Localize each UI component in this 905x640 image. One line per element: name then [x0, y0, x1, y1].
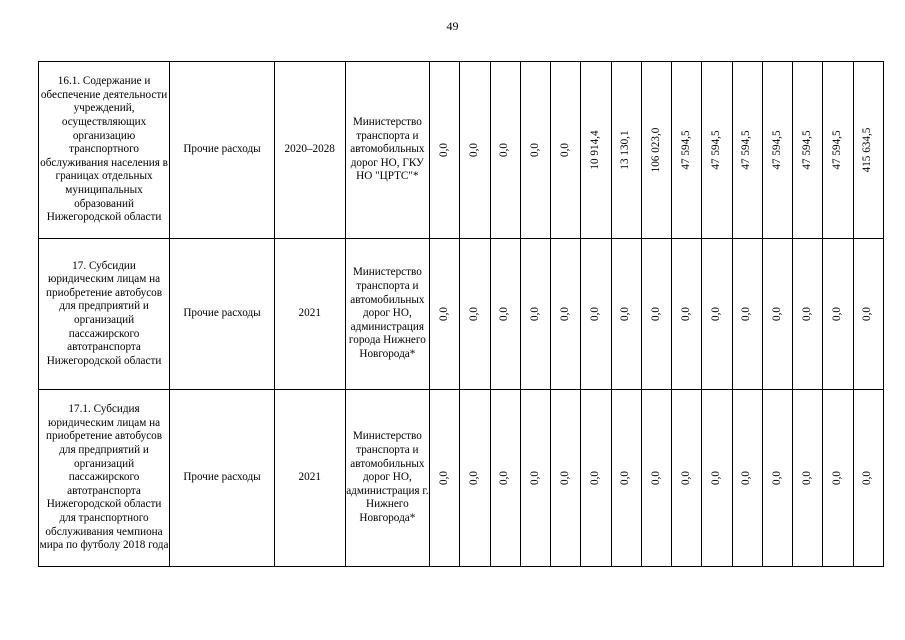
table-row [39, 62, 884, 239]
value-text: 0,0 [619, 307, 632, 321]
value-cell [581, 62, 611, 239]
value-text: 0,0 [831, 307, 844, 321]
value-cell [702, 390, 732, 567]
expense-type: Прочие расходы [170, 239, 275, 390]
value-cell [641, 239, 671, 390]
value-cell [672, 62, 702, 239]
period: 2020–2028 [274, 62, 345, 239]
value-cell [611, 239, 641, 390]
value-cell [672, 390, 702, 567]
value-cell [702, 62, 732, 239]
value-text: 0,0 [438, 307, 451, 321]
table-row [39, 390, 884, 567]
value-text: 0,0 [710, 471, 723, 485]
value-text: 0,0 [740, 307, 753, 321]
value-cell [793, 239, 823, 390]
executor: Министерство транспорта и автомобильных дорог НО, ГКУ НО "ЦРТС"* [345, 62, 430, 239]
value-cell [853, 239, 883, 390]
value-cell [672, 239, 702, 390]
value-text: 10 914,4 [589, 130, 602, 170]
value-text: 0,0 [559, 307, 572, 321]
value-cell [520, 62, 550, 239]
value-cell [551, 62, 581, 239]
value-cell [430, 390, 460, 567]
value-cell [430, 239, 460, 390]
value-cell [520, 390, 550, 567]
table-row [39, 239, 884, 390]
value-text: 0,0 [680, 307, 693, 321]
value-cell [490, 390, 520, 567]
value-cell [430, 62, 460, 239]
value-cell [581, 390, 611, 567]
value-cell [460, 390, 490, 567]
value-cell [490, 239, 520, 390]
value-cell [823, 390, 853, 567]
value-text: 47 594,5 [831, 130, 844, 170]
value-text: 0,0 [468, 143, 481, 157]
period: 2021 [274, 239, 345, 390]
value-text: 0,0 [498, 471, 511, 485]
value-cell [732, 239, 762, 390]
activity-name: 16.1. Содержание и обеспечение деятельности учреждений, осуществляющих организацию транспортного обслуживания населения в границах отдельных муниципальных образований Нижегородской области [39, 62, 170, 239]
value-cell [490, 62, 520, 239]
value-cell [460, 239, 490, 390]
value-cell [641, 390, 671, 567]
expense-type: Прочие расходы [170, 390, 275, 567]
period: 2021 [274, 390, 345, 567]
value-cell [762, 390, 792, 567]
value-cell [702, 239, 732, 390]
value-cell [581, 239, 611, 390]
budget-table [38, 61, 884, 567]
value-text: 47 594,5 [770, 130, 783, 170]
value-text: 106 023,0 [649, 127, 662, 173]
value-text: 13 130,1 [619, 130, 632, 170]
executor: Министерство транспорта и автомобильных дорог НО, администрация города Нижнего Новгорода* [345, 239, 430, 390]
value-text: 0,0 [770, 471, 783, 485]
expense-type: Прочие расходы [170, 62, 275, 239]
value-text: 0,0 [498, 307, 511, 321]
value-text: 47 594,5 [710, 130, 723, 170]
value-text: 0,0 [801, 307, 814, 321]
value-text: 0,0 [680, 471, 693, 485]
value-cell [793, 62, 823, 239]
value-text: 0,0 [468, 471, 481, 485]
value-text: 0,0 [861, 471, 874, 485]
value-text: 0,0 [740, 471, 753, 485]
value-text: 0,0 [559, 143, 572, 157]
executor: Министерство транспорта и автомобильных дорог НО, администрация г. Нижнего Новгорода* [345, 390, 430, 567]
value-text: 0,0 [770, 307, 783, 321]
value-text: 47 594,5 [740, 130, 753, 170]
value-text: 0,0 [498, 143, 511, 157]
value-cell [520, 239, 550, 390]
value-text: 0,0 [468, 307, 481, 321]
value-text: 47 594,5 [680, 130, 693, 170]
value-text: 0,0 [710, 307, 723, 321]
value-cell [762, 62, 792, 239]
value-text: 0,0 [438, 471, 451, 485]
value-cell [823, 239, 853, 390]
activity-name: 17.1. Субсидия юридическим лицам на приобретение автобусов для предприятий и организаций пассажирского автотранспорта Нижегородской области для транспортного обслуживания чемпиона мира по футболу 2018 года [39, 390, 170, 567]
page-number: 49 [446, 19, 459, 33]
value-text: 0,0 [589, 471, 602, 485]
value-text: 0,0 [528, 307, 541, 321]
value-cell [551, 390, 581, 567]
value-cell [611, 390, 641, 567]
value-text: 0,0 [801, 471, 814, 485]
value-text: 415 634,5 [861, 127, 874, 173]
value-cell [732, 390, 762, 567]
value-cell [823, 62, 853, 239]
value-text: 47 594,5 [801, 130, 814, 170]
value-cell [793, 390, 823, 567]
value-cell [460, 62, 490, 239]
value-text: 0,0 [528, 471, 541, 485]
value-text: 0,0 [619, 471, 632, 485]
value-text: 0,0 [649, 471, 662, 485]
value-text: 0,0 [831, 471, 844, 485]
value-cell [551, 239, 581, 390]
value-text: 0,0 [528, 143, 541, 157]
value-cell [853, 62, 883, 239]
activity-name: 17. Субсидии юридическим лицам на приобретение автобусов для предприятий и организаций пассажирского автотранспорта Нижегородской области [39, 239, 170, 390]
value-cell [853, 390, 883, 567]
value-text: 0,0 [438, 143, 451, 157]
value-text: 0,0 [559, 471, 572, 485]
value-cell [732, 62, 762, 239]
value-text: 0,0 [649, 307, 662, 321]
value-text: 0,0 [861, 307, 874, 321]
value-text: 0,0 [589, 307, 602, 321]
value-cell [762, 239, 792, 390]
value-cell [611, 62, 641, 239]
value-cell [641, 62, 671, 239]
